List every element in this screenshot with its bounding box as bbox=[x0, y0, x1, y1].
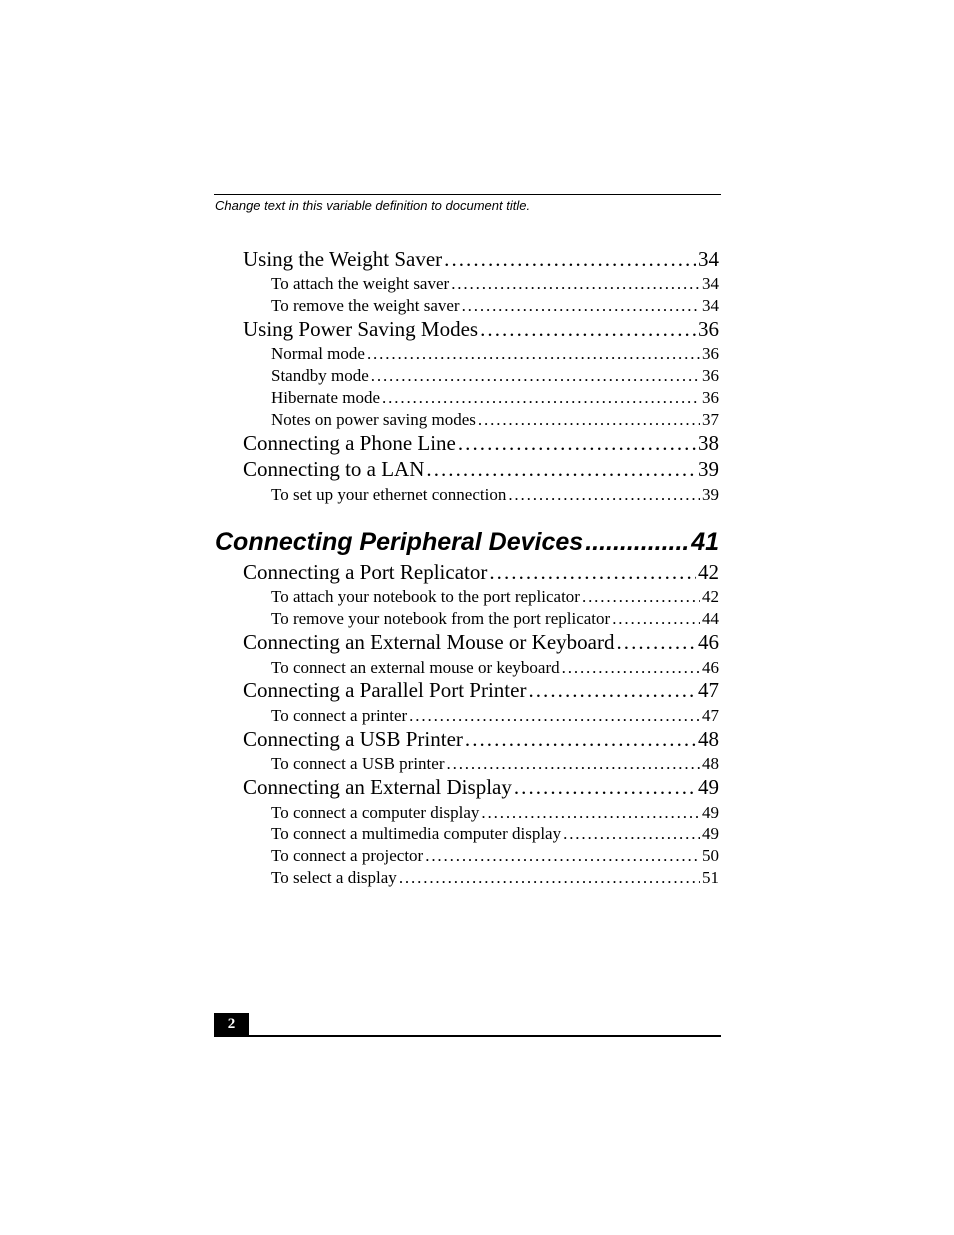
toc-entry[interactable] bbox=[271, 274, 719, 294]
toc-entry-label: To connect a multimedia computer display bbox=[271, 824, 562, 843]
toc-leader bbox=[478, 410, 700, 430]
toc-entry-page: 39 bbox=[698, 457, 719, 481]
toc-entry[interactable] bbox=[271, 609, 719, 629]
toc-entry[interactable] bbox=[271, 846, 719, 866]
toc-entry-label: To attach the weight saver bbox=[271, 274, 450, 293]
toc-leader bbox=[480, 317, 696, 341]
toc-entry[interactable] bbox=[243, 457, 719, 481]
toc-entry-label: Connecting an External Mouse or Keyboard bbox=[243, 630, 615, 654]
toc-entry[interactable] bbox=[243, 630, 719, 654]
toc-leader bbox=[481, 803, 700, 823]
toc-leader bbox=[508, 485, 700, 505]
toc-entry-label: To select a display bbox=[271, 868, 397, 887]
toc-entry-page: 37 bbox=[702, 410, 719, 429]
toc-entry-label: Connecting a Port Replicator bbox=[243, 560, 488, 584]
toc-entry-label: To remove the weight saver bbox=[271, 296, 460, 315]
toc-entry-page: 36 bbox=[702, 388, 719, 407]
toc-entry-label: Notes on power saving modes bbox=[271, 410, 476, 429]
toc-entry-label: Connecting a Phone Line bbox=[243, 431, 456, 455]
toc-entry-label: To connect a computer display bbox=[271, 803, 480, 822]
toc-entry-label: Using Power Saving Modes bbox=[243, 317, 479, 341]
toc-entry-page: 34 bbox=[702, 274, 719, 293]
toc-leader bbox=[514, 775, 696, 799]
toc-entry-label: To remove your notebook from the port replicator bbox=[271, 609, 611, 628]
toc-leader bbox=[582, 587, 700, 607]
toc-leader bbox=[562, 658, 700, 678]
toc-leader bbox=[451, 274, 700, 294]
toc-entry-label: To connect a printer bbox=[271, 706, 408, 725]
toc-entry[interactable] bbox=[243, 775, 719, 799]
toc-leader bbox=[616, 630, 696, 654]
toc-leader bbox=[382, 388, 700, 408]
toc-entry[interactable] bbox=[243, 431, 719, 455]
toc-entry[interactable] bbox=[243, 317, 719, 341]
toc-entry-label: To connect an external mouse or keyboard bbox=[271, 658, 560, 677]
toc-entry[interactable] bbox=[271, 824, 719, 844]
toc-entry-page: 48 bbox=[702, 754, 719, 773]
toc-leader bbox=[528, 678, 696, 702]
toc-entry-page: 51 bbox=[702, 868, 719, 887]
toc-entry[interactable] bbox=[271, 754, 719, 774]
toc-entry-label: Connecting a USB Printer bbox=[243, 727, 463, 751]
toc-entry-page: 34 bbox=[702, 296, 719, 315]
toc-entry-label: Connecting to a LAN bbox=[243, 457, 425, 481]
toc-entry-label: To connect a USB printer bbox=[271, 754, 445, 773]
toc-entry-label: Hibernate mode bbox=[271, 388, 381, 407]
toc-leader bbox=[458, 431, 696, 455]
toc-entry-page: 39 bbox=[702, 485, 719, 504]
toc-chapter-page: 41 bbox=[691, 528, 719, 556]
toc-entry[interactable] bbox=[243, 727, 719, 751]
toc-entry[interactable] bbox=[271, 587, 719, 607]
toc-leader bbox=[367, 344, 700, 364]
toc-entry-page: 38 bbox=[698, 431, 719, 455]
toc-entry-label: To connect a projector bbox=[271, 846, 424, 865]
toc-entry[interactable] bbox=[243, 678, 719, 702]
toc-entry-label: Using the Weight Saver bbox=[243, 247, 443, 271]
toc-entry[interactable] bbox=[271, 706, 719, 726]
toc-entry-label: Standby mode bbox=[271, 366, 369, 385]
toc-leader bbox=[399, 868, 700, 888]
toc-entry-page: 49 bbox=[698, 775, 719, 799]
toc-leader bbox=[462, 296, 700, 316]
toc-entry[interactable] bbox=[271, 485, 719, 505]
toc-entry[interactable] bbox=[271, 388, 719, 408]
toc-entry[interactable] bbox=[243, 560, 719, 584]
toc-entry-label: To attach your notebook to the port replicator bbox=[271, 587, 580, 606]
toc-entry[interactable] bbox=[271, 803, 719, 823]
toc-entry-page: 47 bbox=[698, 678, 719, 702]
toc-entry[interactable] bbox=[271, 868, 719, 888]
toc-leader bbox=[425, 846, 700, 866]
toc-leader bbox=[371, 366, 700, 386]
toc-entry[interactable] bbox=[243, 247, 719, 271]
toc-entry-page: 36 bbox=[702, 344, 719, 363]
toc-entry-page: 44 bbox=[702, 609, 719, 628]
toc-entry-label: To set up your ethernet connection bbox=[271, 485, 507, 504]
toc-entry-label: Normal mode bbox=[271, 344, 365, 363]
toc-entry-page: 49 bbox=[702, 803, 719, 822]
toc-entry-page: 34 bbox=[698, 247, 719, 271]
toc-leader bbox=[563, 824, 700, 844]
toc-entry-page: 49 bbox=[702, 824, 719, 843]
toc-entry-page: 42 bbox=[698, 560, 719, 584]
toc-leader bbox=[612, 609, 700, 629]
toc-entry-page: 42 bbox=[702, 587, 719, 606]
toc-entry-page: 46 bbox=[698, 630, 719, 654]
toc-entry[interactable] bbox=[271, 410, 719, 430]
toc-chapter-entry[interactable] bbox=[215, 528, 719, 556]
page-number-badge: 2 bbox=[214, 1013, 249, 1036]
toc-entry-page: 50 bbox=[702, 846, 719, 865]
toc-leader bbox=[444, 247, 696, 271]
toc-entry[interactable] bbox=[271, 344, 719, 364]
toc-leader bbox=[447, 754, 701, 774]
toc-leader bbox=[585, 528, 689, 556]
footer-rule bbox=[214, 1035, 721, 1037]
toc-entry-label: Connecting a Parallel Port Printer bbox=[243, 678, 527, 702]
toc-leader bbox=[489, 560, 696, 584]
toc-chapter-label: Connecting Peripheral Devices bbox=[215, 528, 584, 556]
toc-entry[interactable] bbox=[271, 296, 719, 316]
toc-entry[interactable] bbox=[271, 366, 719, 386]
toc-entry-page: 47 bbox=[702, 706, 719, 725]
toc-entry-page: 46 bbox=[702, 658, 719, 677]
toc-leader bbox=[465, 727, 696, 751]
toc-entry-page: 36 bbox=[702, 366, 719, 385]
toc-leader bbox=[409, 706, 700, 726]
toc-leader bbox=[426, 457, 696, 481]
running-title: Change text in this variable definition to document title. bbox=[215, 198, 531, 213]
toc-entry-page: 48 bbox=[698, 727, 719, 751]
toc-entry-label: Connecting an External Display bbox=[243, 775, 512, 799]
toc-entry[interactable] bbox=[271, 658, 719, 678]
toc-entry-page: 36 bbox=[698, 317, 719, 341]
